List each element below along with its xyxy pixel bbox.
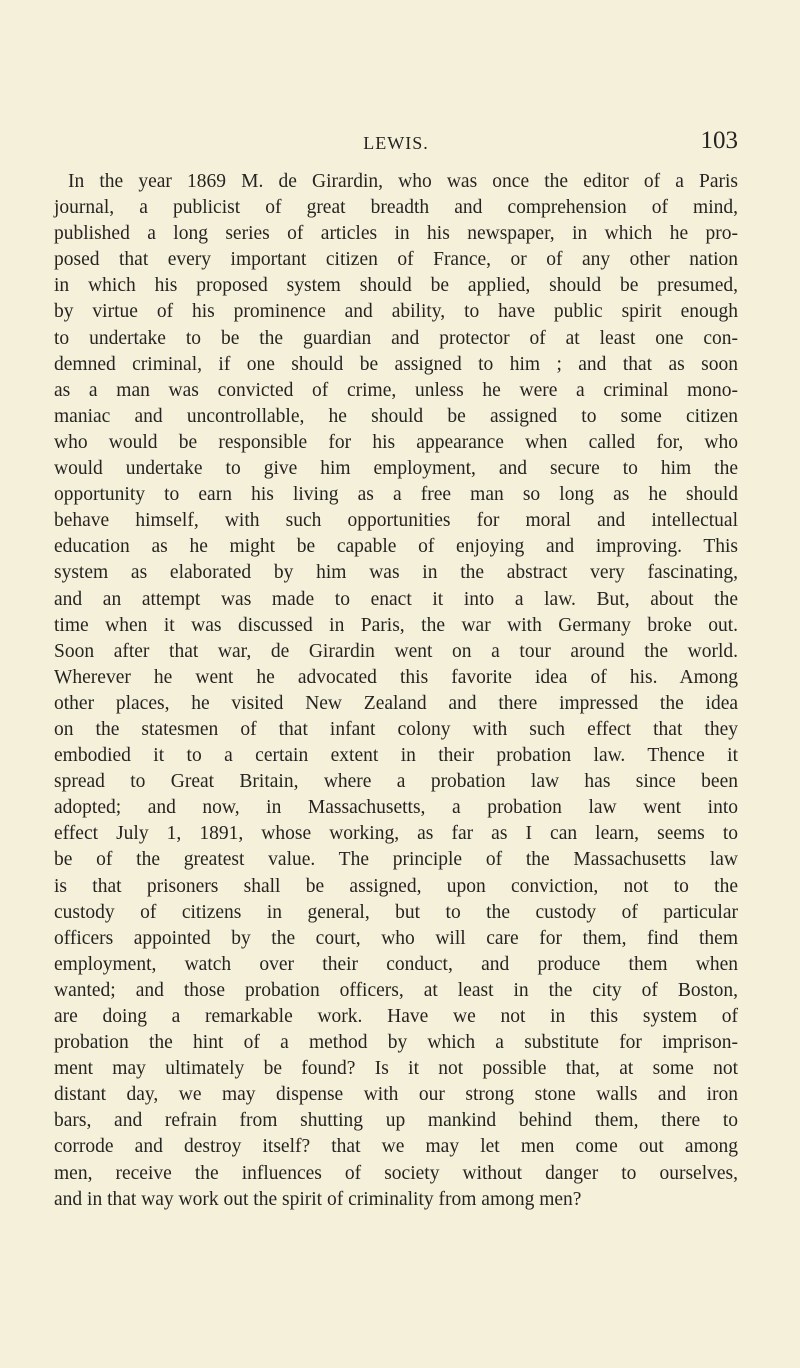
text-line: effect July 1, 1891, whose working, as far as I can learn, seems to <box>54 823 738 845</box>
text-line: published a long series of articles in his newspaper, in which he pro- <box>54 223 738 245</box>
text-line: corrode and destroy itself? that we may let men come out among <box>54 1136 738 1158</box>
text-line: would undertake to give him employment, and secure to him the <box>54 458 738 480</box>
text-line: as a man was convicted of crime, unless he were a criminal mono- <box>54 379 738 401</box>
text-line: be of the greatest value. The principle of the Massachusetts law <box>54 849 738 871</box>
text-line: men, receive the influences of society without danger to ourselves, <box>54 1162 738 1184</box>
text-line: wanted; and those probation officers, at least in the city of Boston, <box>54 979 738 1001</box>
text-line: other places, he visited New Zealand and there impressed the idea <box>54 692 738 714</box>
text-line: distant day, we may dispense with our strong stone walls and iron <box>54 1084 738 1106</box>
page-number: 103 <box>700 127 738 154</box>
running-head-title: LEWIS. <box>363 133 429 153</box>
text-line: opportunity to earn his living as a free man so long as he should <box>54 484 738 506</box>
text-line: who would be responsible for his appearance when called for, who <box>54 431 738 453</box>
text-line: time when it was discussed in Paris, the war with Germany broke out. <box>54 614 738 636</box>
text-line: Wherever he went he advocated this favorite idea of his. Among <box>54 666 738 688</box>
text-line: custody of citizens in general, but to the custody of particular <box>54 901 738 923</box>
text-line: employment, watch over their conduct, and produce them when <box>54 953 738 975</box>
body-paragraph <box>54 169 738 1213</box>
text-line: officers appointed by the court, who will care for them, find them <box>54 927 738 949</box>
text-line: and in that way work out the spirit of criminality from among men? <box>54 1188 582 1210</box>
text-line: journal, a publicist of great breadth and comprehension of mind, <box>54 197 738 219</box>
text-line: are doing a remarkable work. Have we not in this system of <box>54 1006 738 1027</box>
text-line: system as elaborated by him was in the abstract very fascinating, <box>54 562 738 584</box>
running-head <box>54 127 738 159</box>
text-line: by virtue of his prominence and ability, to have public spirit enough <box>54 301 738 323</box>
text-line: and an attempt was made to enact it into a law. But, about the <box>54 588 738 610</box>
text-line: spread to Great Britain, where a probation law has since been <box>54 771 738 793</box>
text-line: maniac and uncontrollable, he should be assigned to some citizen <box>54 405 738 427</box>
text-line: adopted; and now, in Massachusetts, a probation law went into <box>54 797 738 819</box>
text-line: In the year 1869 M. de Girardin, who was once the editor of a Paris <box>68 171 738 192</box>
text-line: is that prisoners shall be assigned, upon conviction, not to the <box>54 875 738 897</box>
text-line: to undertake to be the guardian and protector of at least one con- <box>54 327 738 349</box>
text-line: behave himself, with such opportunities for moral and intellectual <box>54 510 738 532</box>
text-line: in which his proposed system should be applied, should be presumed, <box>54 275 738 297</box>
text-line: posed that every important citizen of France, or of any other nation <box>54 249 738 271</box>
text-line: ment may ultimately be found? Is it not possible that, at some not <box>54 1058 738 1080</box>
text-line: demned criminal, if one should be assigned to him ; and that as soon <box>54 353 738 375</box>
text-line: bars, and refrain from shutting up mankind behind them, there to <box>54 1110 738 1132</box>
text-line: probation the hint of a method by which a substitute for imprison- <box>54 1032 738 1054</box>
text-line: embodied it to a certain extent in their probation law. Thence it <box>54 745 738 767</box>
text-line: education as he might be capable of enjoying and improving. This <box>54 536 738 558</box>
text-line: Soon after that war, de Girardin went on a tour around the world. <box>54 640 738 662</box>
text-line: on the statesmen of that infant colony with such effect that they <box>54 718 738 740</box>
